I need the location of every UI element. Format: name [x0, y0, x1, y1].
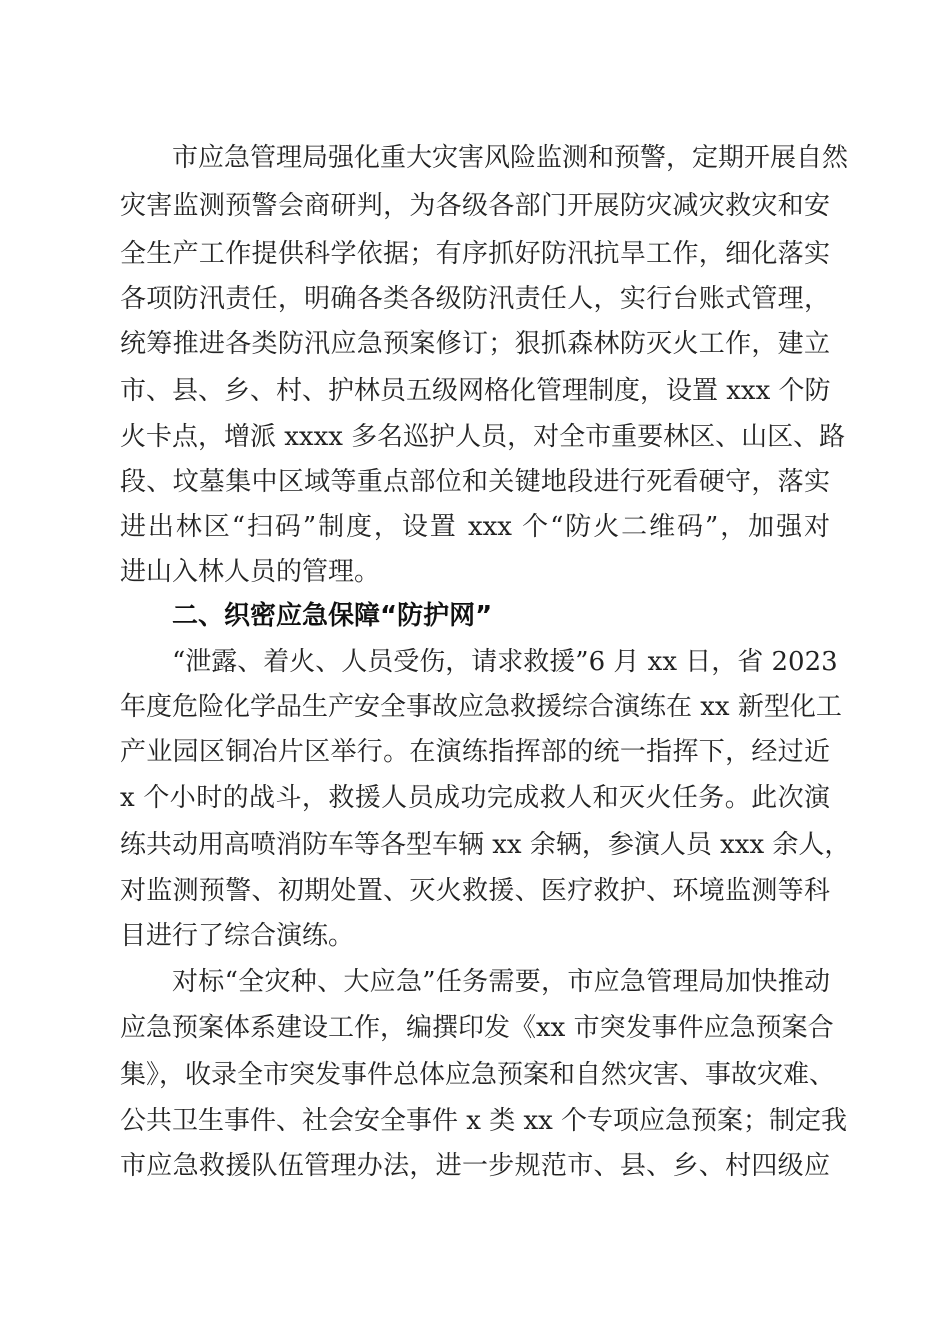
paragraph-1-line-10: 进山入林人员的管理。: [120, 557, 381, 587]
paragraph-1-line-4: 各项防汛责任，明确各类各级防汛责任人，实行台账式管理，: [120, 284, 830, 314]
paragraph-1-line-6: 市、县、乡、村、护林员五级网格化管理制度，设置 xxx 个防: [120, 376, 831, 406]
paragraph-3-line-4: 公共卫生事件、社会安全事件 x 类 xx 个专项应急预案；制定我: [120, 1106, 848, 1136]
paragraph-2-line-3: 产业园区铜冶片区举行。在演练指挥部的统一指挥下，经过近: [120, 737, 830, 767]
paragraph-1-line-7: 火卡点，增派 xxxx 多名巡护人员，对全市重要林区、山区、路: [120, 422, 846, 452]
paragraph-2-line-5: 练共动用高喷消防车等各型车辆 xx 余辆，参演人员 xxx 余人，: [120, 830, 851, 860]
paragraph-2-line-1: “泄露、着火、人员受伤，请求救援”6 月 xx 日，省 2023: [172, 647, 838, 677]
paragraph-1-line-8: 段、坟墓集中区域等重点部位和关键地段进行死看硬守，落实: [120, 467, 830, 497]
paragraph-3-line-1: 对标“全灾种、大应急”任务需要，市应急管理局加快推动: [172, 967, 830, 997]
paragraph-1-line-5: 统筹推进各类防汛应急预案修订；狠抓森林防灭火工作，建立: [120, 329, 830, 359]
paragraph-3-line-5: 市应急救援队伍管理办法，进一步规范市、县、乡、村四级应: [120, 1151, 830, 1181]
paragraph-1-line-2: 灾害监测预警会商研判，为各级各部门开展防灾减灾救灾和安: [120, 191, 830, 221]
paragraph-3-line-3: 集》，收录全市突发事件总体应急预案和自然灾害、事故灾难、: [120, 1060, 836, 1090]
paragraph-2-line-4: x 个小时的战斗，救援人员成功完成救人和灭火任务。此次演: [120, 783, 830, 813]
paragraph-1-line-3: 全生产工作提供科学依据；有序抓好防汛抗旱工作，细化落实: [120, 239, 830, 269]
paragraph-3-line-2: 应急预案体系建设工作，编撰印发《xx 市突发事件应急预案合: [120, 1013, 834, 1043]
paragraph-2-line-7: 目进行了综合演练。: [120, 921, 355, 951]
paragraph-1-line-9: 进出林区“扫码”制度，设置 xxx 个“防火二维码”，加强对: [120, 512, 830, 542]
paragraph-2-line-2: 年度危险化学品生产安全事故应急救援综合演练在 xx 新型化工: [120, 692, 842, 722]
paragraph-1-line-1: 市应急管理局强化重大灾害风险监测和预警，定期开展自然: [172, 143, 849, 173]
paragraph-2-line-6: 对监测预警、初期处置、灭火救援、医疗救护、环境监测等科: [120, 876, 830, 906]
section-heading-2: 二、织密应急保障“防护网”: [172, 601, 493, 631]
